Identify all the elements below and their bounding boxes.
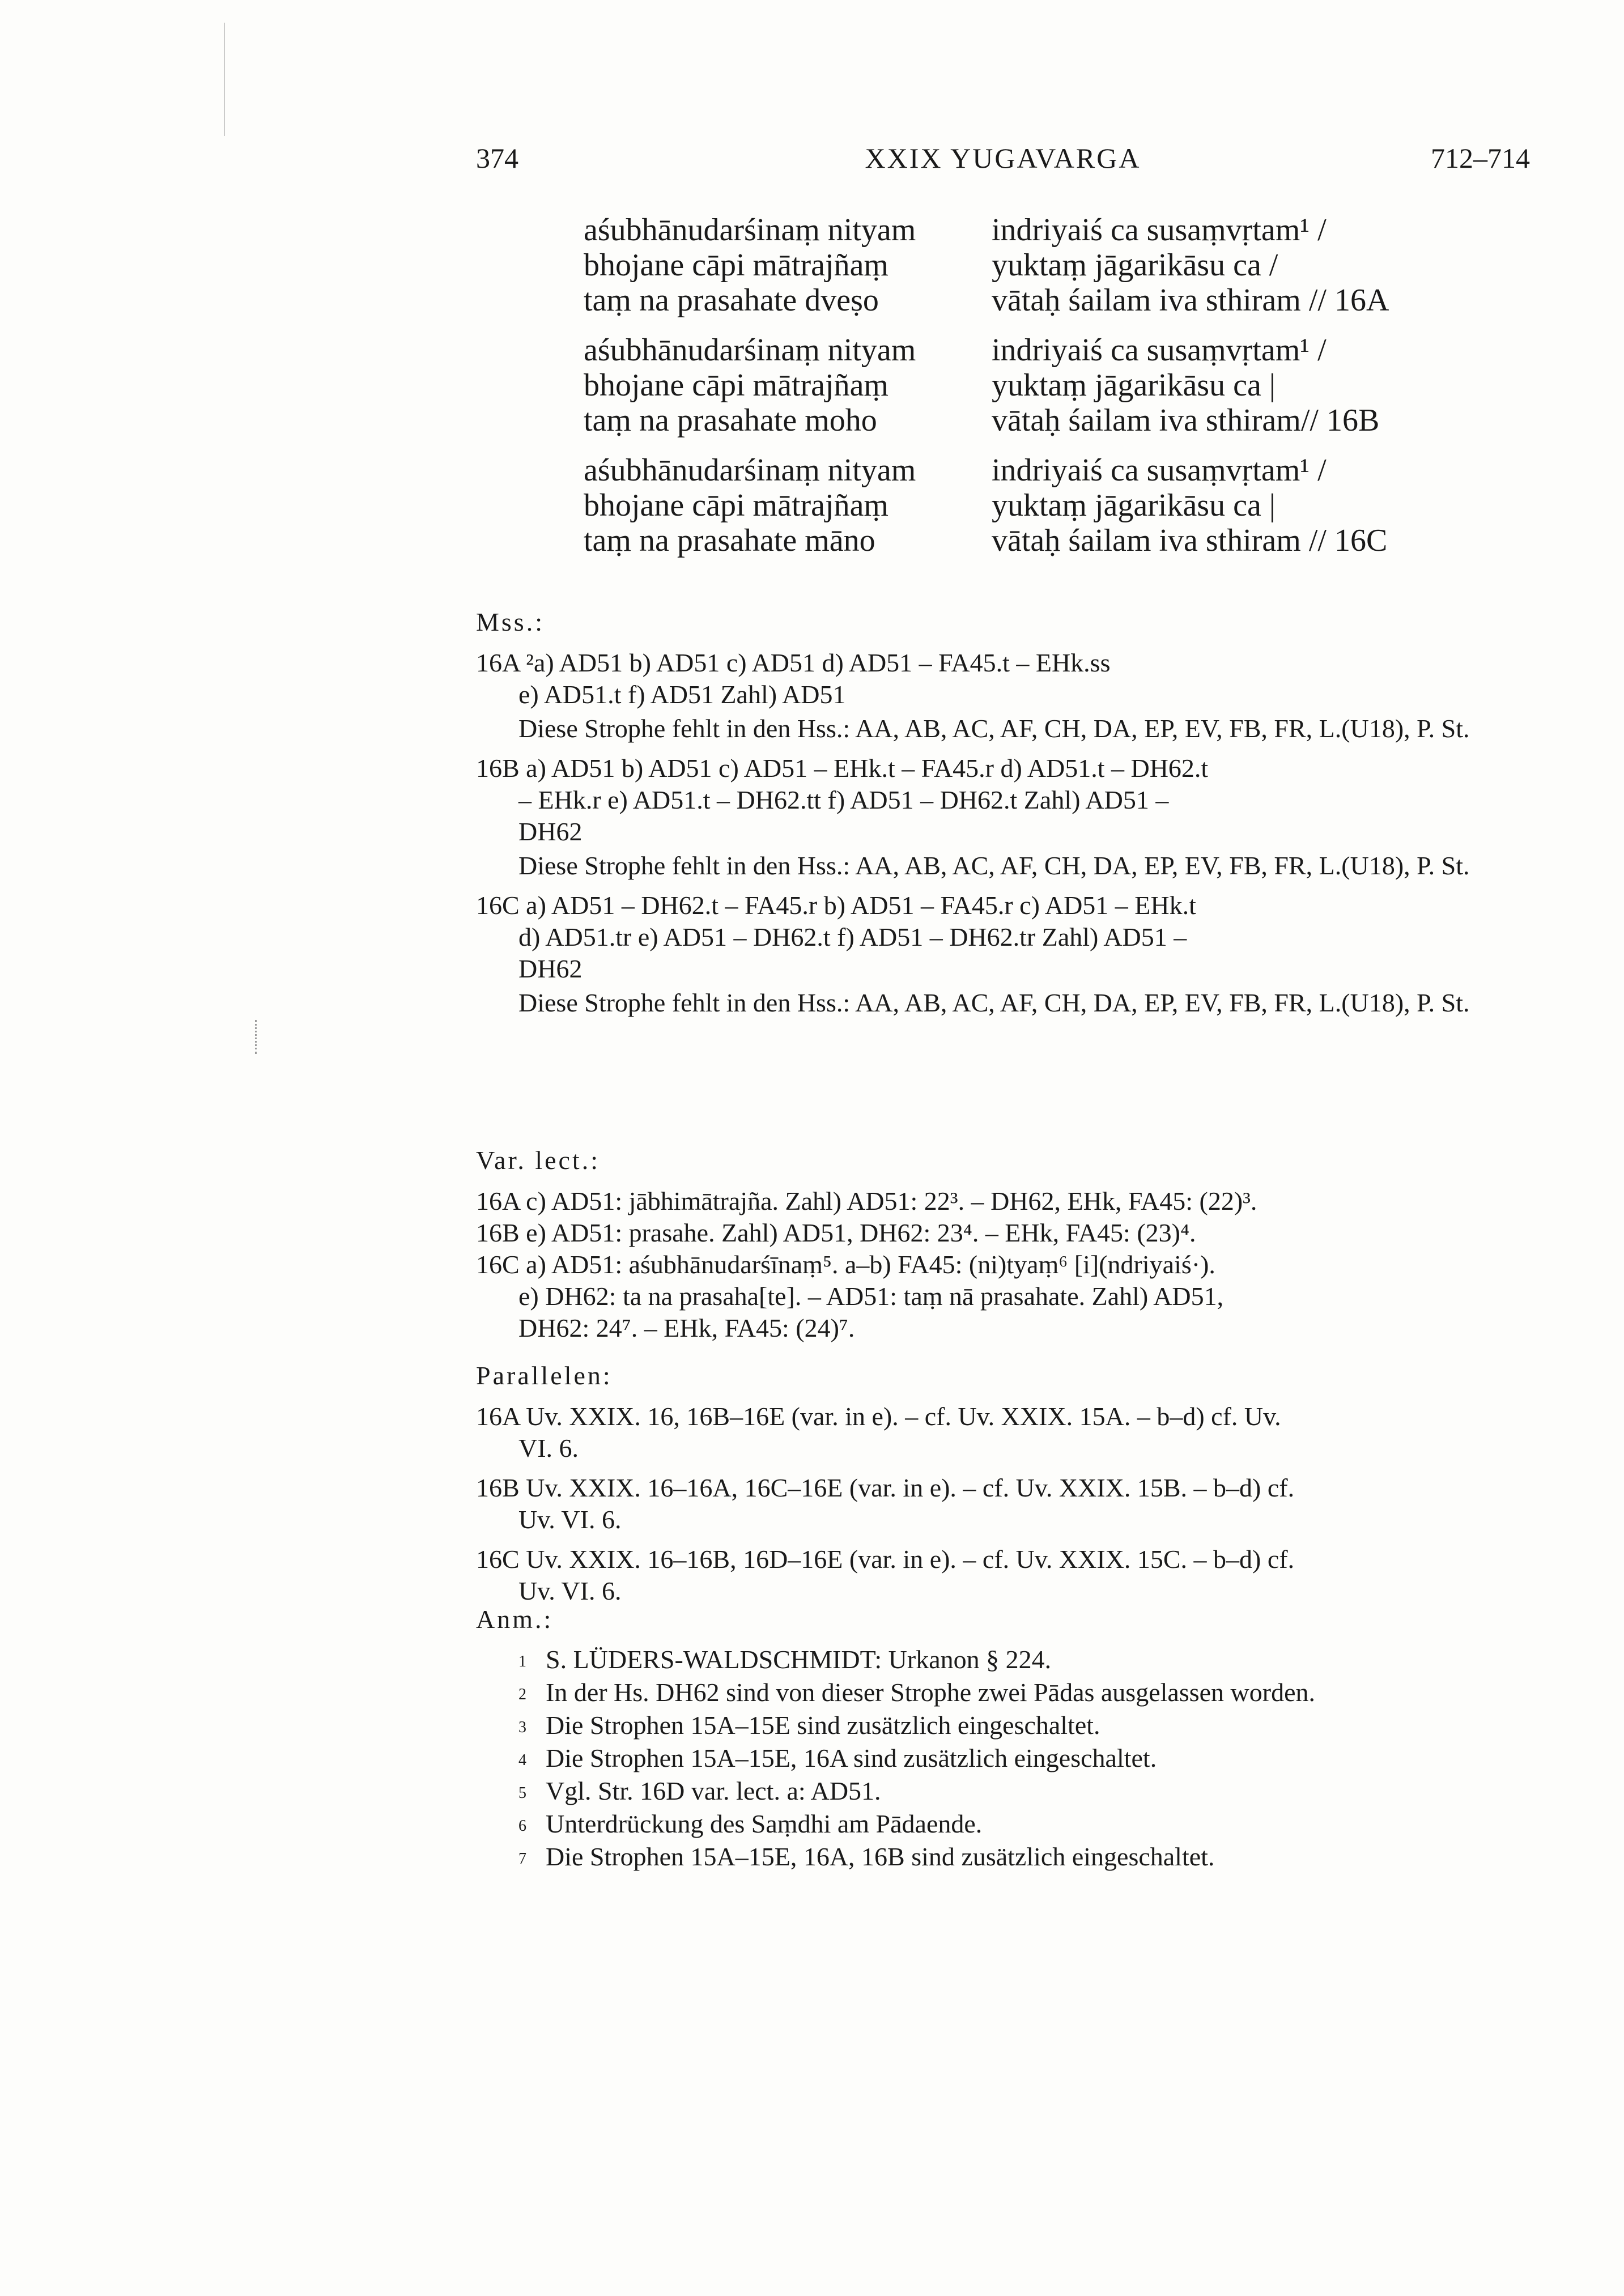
- footnote-text: Vgl. Str. 16D var. lect. a: AD51.: [546, 1776, 881, 1805]
- parallel-entry: [476, 1472, 1530, 1536]
- parallelen-section: [476, 1360, 1530, 1615]
- varlect-line: 16B e) AD51: prasahe. Zahl) AD51, DH62: 23⁴. – EHk, FA45: (23)⁴.: [476, 1218, 1196, 1247]
- footnote-text: In der Hs. DH62 sind von dieser Strophe zwei Pādas ausgelassen worden.: [546, 1678, 1315, 1707]
- verse-line: [584, 453, 1468, 488]
- pada-right: yuktaṃ jāgarikāsu ca |: [992, 368, 1276, 403]
- mss-entry-16c: [476, 890, 1530, 1019]
- scan-artifact: [224, 23, 227, 136]
- footnote-number: 2: [518, 1686, 526, 1703]
- varlect-line: 16C a) AD51: aśubhānudarśīnaṃ⁵. a–b) FA45: (ni)tyaṃ⁶ [i](ndriyaiś·).: [476, 1250, 1215, 1279]
- varlect-line: 16A c) AD51: jābhimātrajña. Zahl) AD51: 22³. – DH62, EHk, FA45: (22)³.: [476, 1187, 1257, 1215]
- pada-left: aśubhānudarśinaṃ nityam: [584, 212, 916, 248]
- pada-right: yuktaṃ jāgarikāsu ca /: [992, 248, 1278, 283]
- pada-left: taṃ na prasahate moho: [584, 403, 877, 438]
- anm-section: [476, 1604, 1530, 1874]
- pada-right: vātaḥ śailam iva sthiram // 16A: [992, 283, 1389, 318]
- footnote-text: Die Strophen 15A–15E, 16A sind zusätzlich eingeschaltet.: [546, 1744, 1157, 1772]
- footnote-number: 5: [518, 1784, 526, 1802]
- running-title: XXIX YUGAVARGA: [865, 142, 1141, 174]
- footnote-text: S. LÜDERS-WALDSCHMIDT: Urkanon § 224.: [546, 1645, 1052, 1674]
- footnote: [476, 1842, 1530, 1874]
- footnote-text: Unterdrückung des Saṃdhi am Pādaende.: [546, 1809, 983, 1838]
- pada-left: bhojane cāpi mātrajñaṃ: [584, 248, 888, 283]
- parallel-line: 16C Uv. XXIX. 16–16B, 16D–16E (var. in e). – cf. Uv. XXIX. 15C. – b–d) cf.: [476, 1545, 1295, 1574]
- verse-range: 712–714: [1431, 142, 1530, 174]
- mss-note: Diese Strophe fehlt in den Hss.: AA, AB, AC, AF, CH, DA, EP, EV, FB, FR, L.(U18), P. St.: [518, 714, 1470, 743]
- mss-line: d) AD51.tr e) AD51 – DH62.t f) AD51 – DH62.tr Zahl) AD51 –: [518, 922, 1187, 951]
- page-number: 374: [476, 142, 518, 174]
- mss-line: DH62: [518, 954, 583, 983]
- parallel-line: Uv. VI. 6.: [518, 1576, 622, 1605]
- footnote-number: 3: [518, 1719, 526, 1736]
- footnote-number: 1: [518, 1653, 526, 1670]
- section-label: Anm.:: [476, 1605, 554, 1634]
- footnote: [476, 1743, 1530, 1776]
- parallel-line: Uv. VI. 6.: [518, 1505, 622, 1534]
- verse-line: [584, 368, 1468, 403]
- verse-block: [584, 212, 1468, 573]
- parallel-entry: [476, 1401, 1530, 1464]
- section-label: Parallelen:: [476, 1361, 613, 1390]
- pada-right: vātaḥ śailam iva sthiram// 16B: [992, 403, 1380, 438]
- pada-right: indriyaiś ca susaṃvṛtam¹ /: [992, 453, 1327, 488]
- verse-line: [584, 403, 1468, 438]
- mss-line: DH62: [518, 817, 583, 846]
- mss-line: 16C a) AD51 – DH62.t – FA45.r b) AD51 – FA45.r c) AD51 – EHk.t: [476, 891, 1196, 920]
- pada-right: vātaḥ śailam iva sthiram // 16C: [992, 523, 1388, 558]
- stanza-16c: [584, 453, 1468, 558]
- running-header: [476, 142, 1530, 176]
- footnote: [476, 1677, 1530, 1710]
- mss-line: 16A ²a) AD51 b) AD51 c) AD51 d) AD51 – FA45.t – EHk.ss: [476, 648, 1111, 677]
- varlect-line: e) DH62: ta na prasaha[te]. – AD51: taṃ nā prasahate. Zahl) AD51,: [518, 1282, 1224, 1311]
- mss-note: Diese Strophe fehlt in den Hss.: AA, AB, AC, AF, CH, DA, EP, EV, FB, FR, L.(U18), P. St.: [518, 851, 1470, 880]
- pada-right: indriyaiś ca susaṃvṛtam¹ /: [992, 333, 1327, 368]
- varlect-line: DH62: 24⁷. – EHk, FA45: (24)⁷.: [518, 1313, 855, 1342]
- mss-note: Diese Strophe fehlt in den Hss.: AA, AB, AC, AF, CH, DA, EP, EV, FB, FR, L.(U18), P. St.: [518, 988, 1470, 1017]
- footnote-number: 4: [518, 1751, 526, 1769]
- verse-line: [584, 523, 1468, 558]
- mss-line: – EHk.r e) AD51.t – DH62.tt f) AD51 – DH62.t Zahl) AD51 –: [518, 785, 1169, 814]
- stanza-16a: [584, 212, 1468, 318]
- section-label: Mss.:: [476, 607, 545, 636]
- footnote-number: 6: [518, 1817, 526, 1835]
- parallel-line: VI. 6.: [518, 1434, 579, 1462]
- section-label: Var. lect.:: [476, 1146, 600, 1175]
- footnote-text: Die Strophen 15A–15E, 16A, 16B sind zusätzlich eingeschaltet.: [546, 1842, 1215, 1871]
- pada-left: taṃ na prasahate dveṣo: [584, 283, 879, 318]
- footnote: [476, 1776, 1530, 1809]
- footnote: [476, 1644, 1530, 1677]
- pada-left: taṃ na prasahate māno: [584, 523, 875, 558]
- pada-left: aśubhānudarśinaṃ nityam: [584, 333, 916, 368]
- parallel-entry: [476, 1544, 1530, 1607]
- verse-line: [584, 488, 1468, 523]
- parallel-line: 16A Uv. XXIX. 16, 16B–16E (var. in e). – cf. Uv. XXIX. 15A. – b–d) cf. Uv.: [476, 1402, 1281, 1431]
- pada-right: yuktaṃ jāgarikāsu ca |: [992, 488, 1276, 523]
- mss-line: 16B a) AD51 b) AD51 c) AD51 – EHk.t – FA45.r d) AD51.t – DH62.t: [476, 754, 1209, 783]
- mss-line: e) AD51.t f) AD51 Zahl) AD51: [518, 680, 846, 709]
- parallel-line: 16B Uv. XXIX. 16–16A, 16C–16E (var. in e). – cf. Uv. XXIX. 15B. – b–d) cf.: [476, 1473, 1295, 1502]
- pada-left: aśubhānudarśinaṃ nityam: [584, 453, 916, 488]
- mss-entry-16b: [476, 752, 1530, 882]
- footnote: [476, 1710, 1530, 1743]
- stanza-16b: [584, 333, 1468, 438]
- pada-left: bhojane cāpi mātrajñaṃ: [584, 488, 888, 523]
- mss-entry-16a: [476, 647, 1530, 745]
- pada-left: bhojane cāpi mātrajñaṃ: [584, 368, 888, 403]
- verse-line: [584, 248, 1468, 283]
- verse-line: [584, 212, 1468, 248]
- varlect-section: [476, 1145, 1530, 1344]
- footnote-number: 7: [518, 1850, 526, 1868]
- verse-line: [584, 283, 1468, 318]
- verse-line: [584, 333, 1468, 368]
- footnote-text: Die Strophen 15A–15E sind zusätzlich eingeschaltet.: [546, 1711, 1100, 1740]
- footnote: [476, 1809, 1530, 1842]
- pada-right: indriyaiś ca susaṃvṛtam¹ /: [992, 212, 1327, 248]
- scan-artifact: [255, 1020, 258, 1054]
- mss-section: [476, 606, 1530, 1027]
